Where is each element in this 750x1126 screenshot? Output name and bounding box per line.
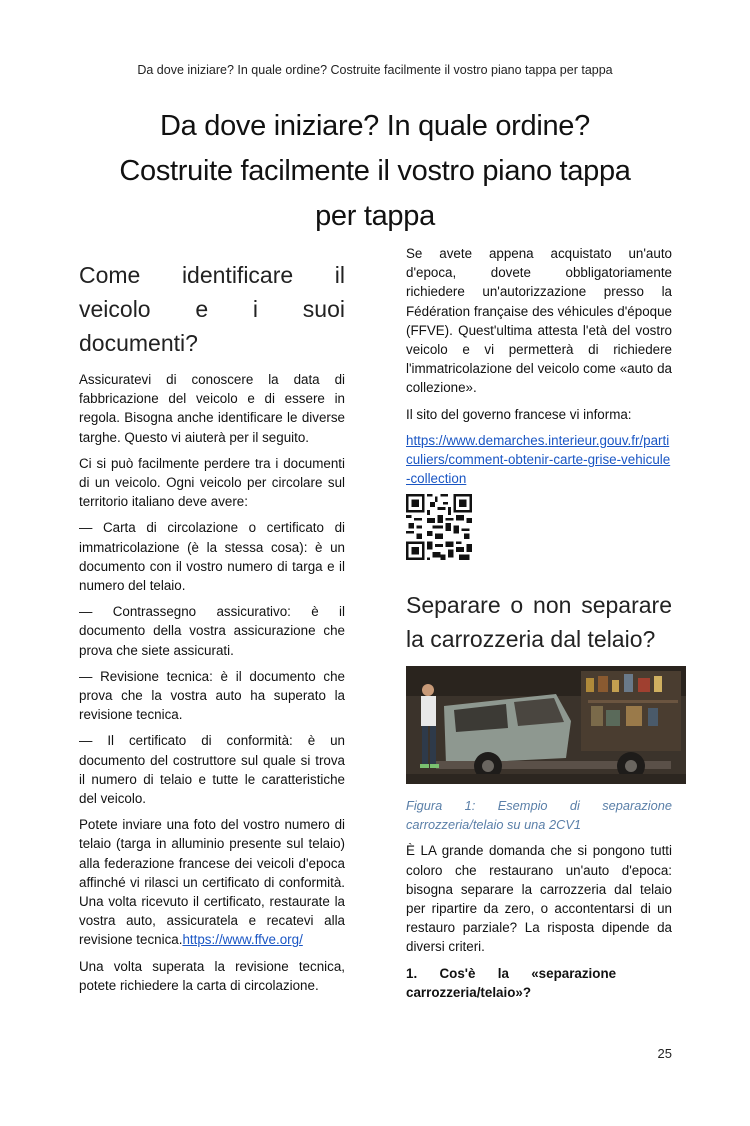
paragraph: Una volta superata la revisione tecnica, potete richiedere la carta di circolazione. bbox=[79, 958, 345, 993]
list-item-certificato: — Il certificato di conformità: è un documento del costruttore sul quale si trova il numero di telaio e tutte le caratteristiche del veicolo. bbox=[79, 733, 345, 807]
paragraph: Ci si può facilmente perdere tra i documenti di un veicolo. Ogni veicolo per circolare sul territorio italiano deve avere: bbox=[79, 455, 345, 510]
gov-link-paragraph bbox=[406, 431, 672, 489]
ffve-link[interactable]: https://www.ffve.org/ bbox=[182, 932, 303, 948]
figure-caption: Figura 1: Esempio di separazione carrozzeria/telaio su una 2CV1 bbox=[406, 798, 672, 833]
gov-link[interactable]: https://www.demarches.interieur.gouv.fr/particuliers/comment-obtenir-carte-grise-vehicule-collection bbox=[406, 432, 671, 487]
paragraph-question: È LA grande domanda che si pongono tutti coloro che restaurano un'auto d'epoca: bisogna separare la carrozzeria dal telaio per ripartire da zero, o accontentarsi di un restauro parziale? La risposta dipende da diversi criteri. bbox=[406, 843, 672, 955]
section-heading-separation: Separare o non separare la carrozzeria dal telaio? bbox=[406, 592, 672, 653]
numbered-heading: 1. Cos'è la «separazione carrozzeria/telaio»? bbox=[406, 965, 620, 1000]
page-title bbox=[60, 104, 690, 239]
list-item-revisione: — Revisione tecnica: è il documento che prova che la vostra auto ha superato la revisione tecnica. bbox=[79, 668, 345, 723]
photo-2cv-chassis bbox=[406, 666, 686, 784]
running-header: Da dove iniziare? In quale ordine? Costruite facilmente il vostro piano tappa per tappa bbox=[137, 63, 613, 77]
list-item-contrassegno: — Contrassegno assicurativo: è il documento della vostra assicurazione che prova che siete assicurati. bbox=[79, 604, 345, 658]
paragraph-gov: Il sito del governo francese vi informa: bbox=[406, 406, 632, 422]
paragraph-ffve-text: Potete inviare una foto del vostro numero di telaio (targa in alluminio presente sul telaio) alla federazione francese dei veicoli d'epoca affinché vi rilasci un certificato di conformità. Una volta ricevuto il certificato, restaurate la vostra auto, assicuratela e recatevi alla revisione tecnica. bbox=[79, 817, 345, 948]
paragraph: Assicuratevi di conoscere la data di fabbricazione del veicolo e di essere in regola. Bisogna anche identificare le diverse targhe. Questo vi aiuterà per il seguito. bbox=[79, 372, 345, 445]
list-item-carta-circolazione: — Carta di circolazione o certificato di immatricolazione (è la stessa cosa): è un documento con il vostro numero di targa e il numero del telaio. bbox=[79, 520, 345, 594]
section-heading-identify: Come identificare il veicolo e i suoi documenti? bbox=[79, 262, 345, 356]
page-number: 25 bbox=[657, 1046, 672, 1061]
page-title-line-1: Da dove iniziare? In quale ordine? bbox=[160, 110, 590, 142]
right-column bbox=[406, 244, 672, 1009]
paragraph-ffve bbox=[79, 815, 345, 949]
page-title-line-2: Costruite facilmente il vostro piano tappa bbox=[119, 155, 631, 187]
paragraph-intro: Se avete appena acquistato un'auto d'epoca, dovete obbligatoriamente richiedere un'autorizzazione presso la Fédération française des véhicules d'époque (FFVE). Quest'ultima attesta l'età del vostro veicolo e vi permetterà di richiedere l'immatricolazione del veicolo come «auto da collezione». bbox=[406, 246, 672, 396]
left-column bbox=[79, 258, 345, 1002]
page-title-line-3: per tappa bbox=[315, 200, 435, 232]
qr-code-image[interactable] bbox=[406, 494, 472, 560]
